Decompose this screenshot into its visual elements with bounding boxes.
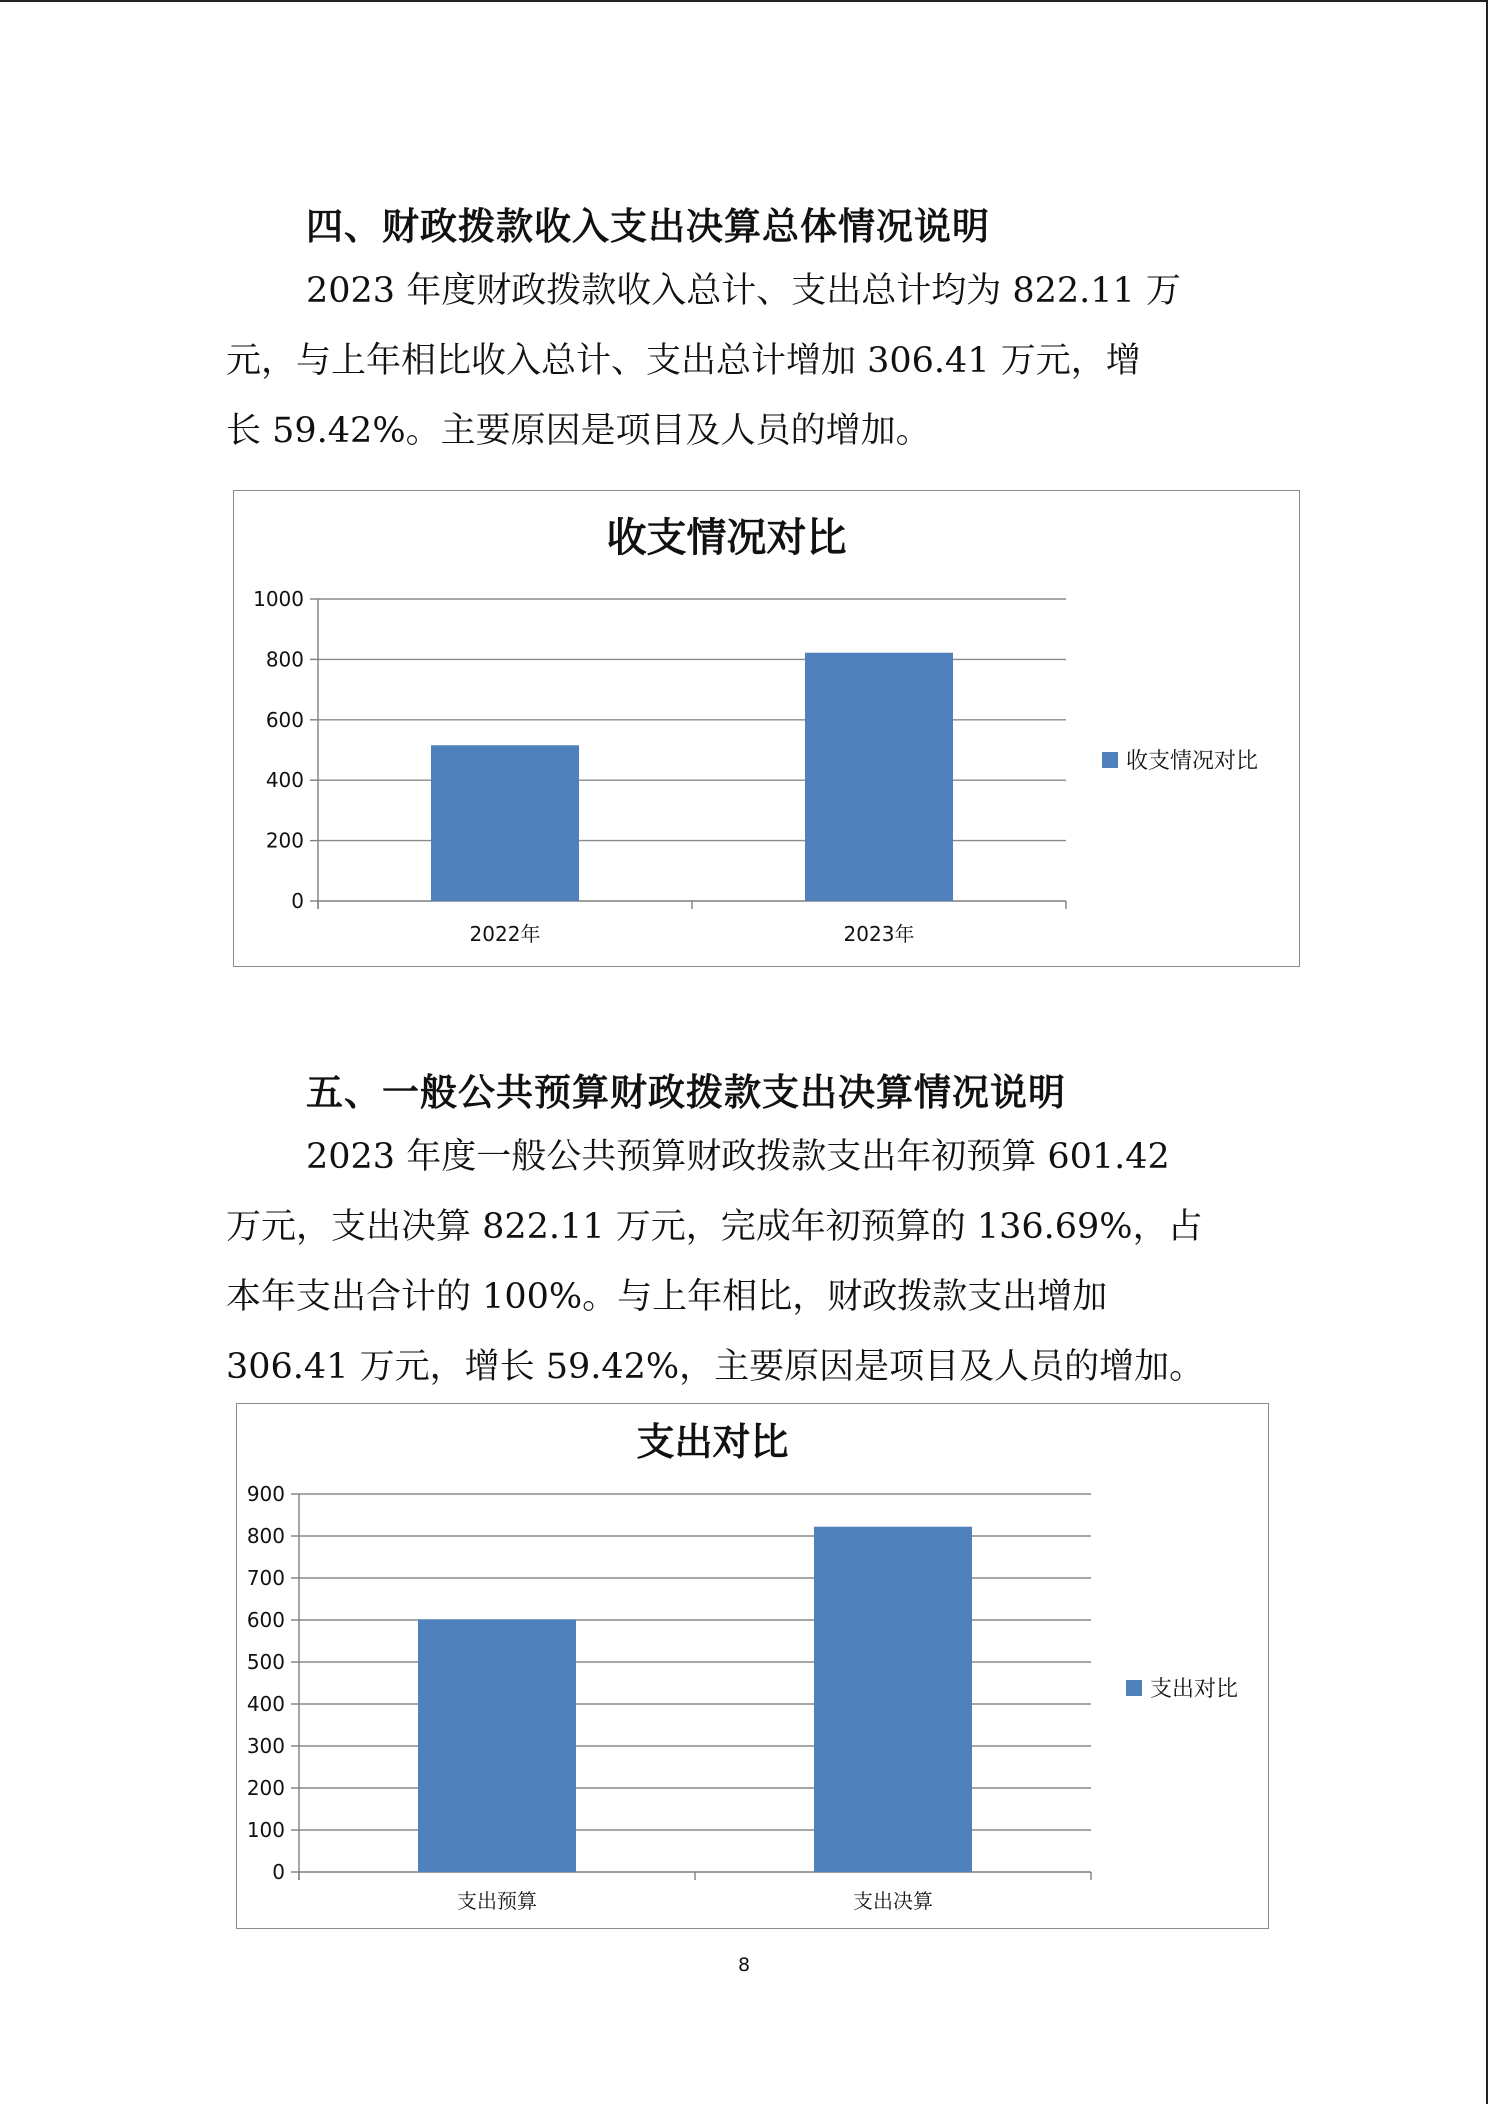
y-tick-label: 0 <box>272 1860 285 1884</box>
y-tick-label: 400 <box>246 1692 285 1716</box>
expense-comparison-chart-svg <box>237 1404 1268 1928</box>
chart-title: 支出对比 <box>636 1420 789 1464</box>
bar <box>418 1619 576 1872</box>
y-tick-label: 600 <box>265 707 304 732</box>
y-tick-label: 500 <box>246 1650 285 1674</box>
section-5-paragraph <box>226 1122 1266 1402</box>
x-category-label: 2022年 <box>469 922 541 946</box>
x-category-label: 支出预算 <box>457 1889 537 1913</box>
legend-label: 收支情况对比 <box>1126 749 1259 774</box>
page-top-border <box>0 0 1488 2</box>
y-tick-label: 600 <box>246 1608 285 1632</box>
bar <box>814 1527 972 1872</box>
y-tick-label: 200 <box>246 1776 285 1800</box>
x-category-label: 支出决算 <box>853 1889 933 1913</box>
section-5-heading: 五、一般公共预算财政拨款支出决算情况说明 <box>306 1071 1066 1114</box>
paragraph-line: 万元，支出决算 822.11 万元，完成年初预算的 136.69%，占 <box>226 1207 1203 1247</box>
y-tick-label: 400 <box>265 768 304 793</box>
legend-label: 支出对比 <box>1150 1677 1239 1702</box>
y-tick-label: 300 <box>246 1734 285 1758</box>
legend-swatch <box>1102 752 1118 768</box>
y-tick-label: 100 <box>246 1818 285 1842</box>
expense-comparison-chart <box>236 1403 1269 1929</box>
y-tick-label: 1000 <box>253 587 304 611</box>
y-tick-label: 200 <box>265 828 304 853</box>
chart-title: 收支情况对比 <box>606 515 847 561</box>
y-tick-label: 800 <box>246 1524 285 1548</box>
x-category-label: 2023年 <box>843 922 915 946</box>
paragraph-line: 2023 年度财政拨款收入总计、支出总计均为 822.11 万 <box>306 271 1181 311</box>
section-4-heading: 四、财政拨款收入支出决算总体情况说明 <box>306 205 990 248</box>
paragraph-line: 2023 年度一般公共预算财政拨款支出年初预算 601.42 <box>306 1137 1170 1177</box>
paragraph-line: 本年支出合计的 100%。与上年相比，财政拨款支出增加 <box>226 1277 1108 1317</box>
paragraph-line: 长 59.42%。主要原因是项目及人员的增加。 <box>226 411 931 451</box>
paragraph-line: 元，与上年相比收入总计、支出总计增加 306.41 万元，增 <box>226 341 1141 381</box>
bar <box>431 745 579 901</box>
income-expense-chart-svg <box>234 491 1299 966</box>
y-tick-label: 0 <box>291 889 304 913</box>
bar <box>805 653 953 901</box>
paragraph-line: 306.41 万元，增长 59.42%，主要原因是项目及人员的增加。 <box>226 1347 1205 1387</box>
legend-swatch <box>1126 1680 1142 1696</box>
income-expense-chart <box>233 490 1300 967</box>
y-tick-label: 800 <box>265 647 304 672</box>
section-4-paragraph <box>226 256 1266 466</box>
y-tick-label: 900 <box>246 1482 285 1506</box>
y-tick-label: 700 <box>246 1566 285 1590</box>
page-number: 8 <box>737 1954 751 1976</box>
